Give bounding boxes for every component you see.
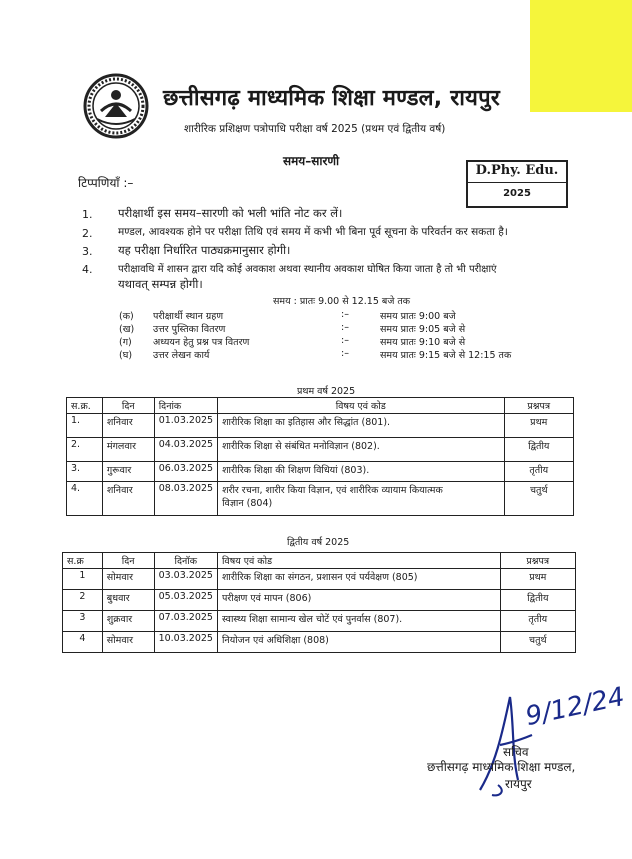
cell-date: 05.03.2025	[154, 590, 217, 611]
cell-day: मंगलवार	[102, 438, 154, 462]
cell-paper: द्वितीय	[500, 590, 575, 611]
col-header-paper: प्रश्नपत्र	[500, 553, 575, 569]
timing-value: समय प्रातः 9:00 बजे	[380, 311, 456, 322]
col-header-sno: स.क्र.	[67, 398, 103, 414]
cell-subject	[218, 482, 504, 516]
table-row	[67, 482, 574, 516]
timing-separator: :–	[341, 309, 349, 320]
cell-paper: चतुर्थ	[504, 482, 573, 516]
cell-subject: शारीरिक शिक्षा का संगठन, प्रशासन एवं पर्यवेक्षण (805)	[217, 569, 500, 590]
board-emblem-logo	[83, 73, 149, 139]
notes-label: टिप्पणियाँ :–	[78, 176, 134, 190]
schedule-heading: समय–सारणी	[283, 154, 340, 168]
timing-separator: :–	[341, 322, 349, 333]
timing-value: समय प्रातः 9:05 बजे से	[380, 324, 466, 335]
col-header-paper: प्रश्नपत्र	[504, 398, 573, 414]
first-year-table	[66, 397, 574, 516]
table-row	[67, 462, 574, 482]
cell-day: शनिवार	[102, 414, 154, 438]
cell-sno: 2.	[67, 438, 103, 462]
timing-label: उत्तर पुस्तिका वितरण	[153, 324, 226, 335]
cell-paper: प्रथम	[504, 414, 573, 438]
cell-date: 07.03.2025	[154, 611, 217, 632]
col-header-date: दिनॉक	[154, 553, 217, 569]
table-row	[63, 611, 576, 632]
cell-day: सोमवार	[102, 632, 154, 653]
cell-sno: 3.	[67, 462, 103, 482]
table-row	[63, 632, 576, 653]
timing-key: (ग)	[119, 337, 132, 348]
cell-day: बुधवार	[102, 590, 154, 611]
table-row	[67, 414, 574, 438]
first-year-caption: प्रथम वर्ष 2025	[297, 386, 356, 397]
col-header-day: दिन	[102, 398, 154, 414]
timing-separator: :–	[341, 335, 349, 346]
instruction-text: परीक्षार्थी इस समय–सारणी को भली भांति नोट कर लें।	[118, 206, 343, 220]
timing-label: अध्ययन हेतु प्रश्न पत्र वितरण	[153, 337, 250, 348]
cell-paper: तृतीय	[504, 462, 573, 482]
instruction-text: मण्डल, आवश्यक होने पर परीक्षा तिथि एवं समय में कभी भी बिना पूर्व सूचना के परिवर्तन कर सकता है।	[118, 226, 508, 238]
signature-city: रायपुर	[505, 777, 532, 791]
table-row	[63, 590, 576, 611]
instruction-number: 1.	[82, 208, 93, 221]
cell-sno: 2	[63, 590, 103, 611]
instruction-text: परीक्षावधि में शासन द्वारा यदि कोई अवकाश अथवा स्थानीय अवकाश घोषित किया जाता है तो भी परीक्षाएं	[118, 264, 497, 275]
timing-key: (ख)	[119, 324, 135, 335]
cell-paper: द्वितीय	[504, 438, 573, 462]
cell-date: 08.03.2025	[154, 482, 217, 516]
timing-label: उत्तर लेखन कार्य	[153, 350, 210, 361]
cell-subject: नियोजन एवं अधिशिक्षा (808)	[217, 632, 500, 653]
col-header-subject: विषय एवं कोड	[217, 553, 500, 569]
cell-sno: 4.	[67, 482, 103, 516]
timing-label: परीक्षार्थी स्थान ग्रहण	[153, 311, 224, 322]
table-row	[67, 438, 574, 462]
instruction-text: यह परीक्षा निर्धारित पाठ्यक्रमानुसार होगी।	[118, 243, 291, 257]
cell-date: 10.03.2025	[154, 632, 217, 653]
cell-date: 01.03.2025	[154, 414, 217, 438]
cell-sno: 1.	[67, 414, 103, 438]
handwritten-date: 9/12/24	[522, 681, 628, 733]
cell-sno: 3	[63, 611, 103, 632]
cell-day: शुक्रवार	[102, 611, 154, 632]
sticky-note	[530, 0, 632, 112]
timing-key: (घ)	[119, 350, 133, 361]
cell-date: 04.03.2025	[154, 438, 217, 462]
timing-value: समय प्रातः 9:10 बजे से	[380, 337, 466, 348]
cell-paper: प्रथम	[500, 569, 575, 590]
cell-paper: तृतीय	[500, 611, 575, 632]
cell-day: शनिवार	[102, 482, 154, 516]
col-header-sno: स.क्र	[63, 553, 103, 569]
signature-org: छत्तीसगढ़ माध्यमिक शिक्षा मण्डल,	[427, 760, 576, 774]
cell-date: 06.03.2025	[154, 462, 217, 482]
cell-paper: चतुर्थ	[500, 632, 575, 653]
table-header-row	[67, 398, 574, 414]
col-header-subject: विषय एवं कोड	[218, 398, 504, 414]
instruction-text-continued: यथावत् सम्पन्न होगी।	[118, 277, 203, 291]
course-code: D.Phy. Edu.	[475, 163, 559, 178]
cell-subject: शारीरिक शिक्षा से संबंधित मनोविज्ञान (802).	[218, 438, 504, 462]
cell-day: गुरूवार	[102, 462, 154, 482]
cell-subject-line: शरीर रचना, शारीर किया विज्ञान, एवं शारीरिक व्यायाम कियात्मक	[222, 485, 443, 496]
timing-separator: :–	[341, 348, 349, 359]
timing-heading: समय : प्रातः 9.00 से 12.15 बजे तक	[273, 296, 411, 307]
code-box-divider	[468, 182, 566, 183]
timing-key: (क)	[119, 311, 134, 322]
instruction-number: 2.	[82, 227, 93, 240]
timing-value: समय प्रातः 9:15 बजे से 12:15 तक	[380, 350, 512, 361]
course-code-box	[466, 160, 568, 208]
board-title: छत्तीसगढ़ माध्यमिक शिक्षा मण्डल, रायपुर	[163, 86, 500, 111]
secretary-title: सचिव	[503, 745, 529, 759]
instruction-number: 4.	[82, 263, 93, 276]
cell-date: 03.03.2025	[154, 569, 217, 590]
second-year-table	[62, 552, 576, 653]
cell-subject-line: विज्ञान (804)	[222, 498, 273, 509]
cell-day: सोमवार	[102, 569, 154, 590]
cell-sno: 4	[63, 632, 103, 653]
col-header-date: दिनांक	[154, 398, 217, 414]
cell-subject: शारीरिक शिक्षा की शिक्षण विधियां (803).	[218, 462, 504, 482]
col-header-day: दिन	[102, 553, 154, 569]
instruction-number: 3.	[82, 245, 93, 258]
course-year: 2025	[503, 188, 531, 199]
cell-subject: स्वास्थ्य शिक्षा सामान्य खेल चोटें एवं पुनर्वास (807).	[217, 611, 500, 632]
second-year-caption: द्वितीय वर्ष 2025	[287, 537, 350, 548]
cell-subject: शारीरिक शिक्षा का इतिहास और सिद्धांत (801).	[218, 414, 504, 438]
cell-subject: परीक्षण एवं मापन (806)	[217, 590, 500, 611]
exam-subtitle: शारीरिक प्रशिक्षण पत्रोपाधि परीक्षा वर्ष 2025 (प्रथम एवं द्वितीय वर्ष)	[184, 123, 446, 135]
cell-sno: 1	[63, 569, 103, 590]
table-row	[63, 569, 576, 590]
table-header-row	[63, 553, 576, 569]
